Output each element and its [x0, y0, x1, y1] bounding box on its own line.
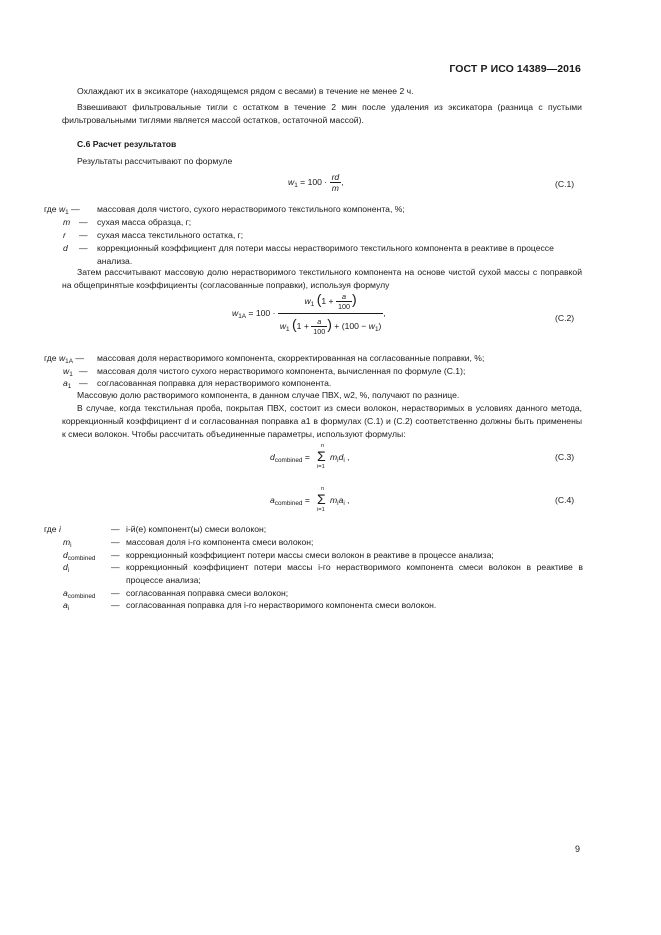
paragraph-weighing: Взвешивают фильтровальные тигли с остатком в течение 2 мин после удаления из эксикатора (разница с пустыми фильтровальными тиглями является массой остатков, остаточной массой). [62, 102, 582, 126]
def-dash: — [111, 562, 120, 572]
def-dash: — [111, 600, 120, 610]
def-w1a: массовая доля нерастворимого компонента, скорректированная на согласованные поправки, %; [97, 353, 485, 363]
def-sym-r: r [63, 230, 66, 240]
def-ai: согласованная поправка для i-го нерастворимого компонента смеси волокон. [126, 600, 437, 610]
def-label-gde: где $w_1$ — [44, 204, 80, 216]
paragraph-cooling: Охлаждают их в эксикаторе (находящемся рядом с весами) в течение не менее 2 ч. [77, 86, 414, 96]
document-header: ГОСТ Р ИСО 14389—2016 [449, 63, 581, 75]
def-sym-d: d [63, 243, 68, 253]
def-sym-m: m [63, 217, 71, 227]
def-sym-a1: $a_1$ [63, 378, 72, 390]
def-dash: — [79, 217, 88, 227]
def-dash: — [79, 230, 88, 240]
equation-c1-number: (C.1) [555, 179, 575, 189]
def-di: коррекционный коэффициент потери массы i-го нерастворимого компонента смеси волокон в реактиве в процессе анализа; [126, 562, 583, 586]
def-dash: — [111, 537, 120, 547]
document-page: ГОСТ Р ИСО 14389—2016 Охлаждают их в эксикаторе (находящемся рядом с весами) в течение не менее 2 ч. Взвешивают фильтровальные тигли с остатком в течение 2 мин после удаления из эксикатора (разница с пустыми фильтровальными тиглями является массой остатков, остаточной массой). C.6 Расчет результатов Результаты рассчитывают по формуле $w_1 = 100$ · $\frac{rd}{m}$ , (C.1) где $w_1$ — массовая доля чистого, сухого нерастворимого текстильного компонента, %; m — сухая масса образца, г; r — сухая масса текстильного остатка, г; d — коррекционный коэффициент для потери массы нерастворимого текстильного компонента в реактиве в процессе анализа. Затем рассчитывают массовую долю нерастворимого текстильного компонента на основе чистой сухой массы с поправкой на общепринятые коэффициенты (согласованные поправки), используя формулу $w_{1A} = 100$ · $w_1$ (1 + $\frac{a}{100}$ ) $w_1$ (1 + $\frac{a}{100}$ ) + $(100 - w_1)$ , (C.2) где $w_{1A}$ — массовая доля нерастворимого компонента, скорректированная на согласованные поправки, %; $w_1$ — массовая доля чистого сухого нерастворимого компонента, вычисленная по формуле (C.1); $a_1$ — согласованная поправка для нерастворимого компонента. Массовую долю растворимого компонента, в данном случае ПВХ, w2, %, получают по разнице. В случае, когда текстильная проба, покрытая ПВХ, состоит из смеси волокон, нерастворимых в условиях данного метода, коррекционный коэффициент d и согласованная поправка a1 в формулах (C.1) и (C.2) соответственно должны быть применены к смеси волокон. Чтобы рассчитать объединенные параметры, используют формулы: $d_{combined}$ = n Σ i=1 $m_id_i$ , (C.3) $a_{combined}$ = n Σ i=1 $m_ia_i$ , (C.4) где i — i-й(е) компонент(ы) смеси волокон; $m_i$ — массовая доля i-го компонента смеси волокон; $d_{combined}$ — коррекционный коэффициент потери массы смеси волокон в реактиве в процессе анализа; $d_i$ — коррекционный коэффициент потери массы i-го нерастворимого компонента смеси волокон в реактиве в процессе анализа; $a_{combined}$ — согласованная поправка смеси волокон; $a_i$ — согласованная поправка для i-го нерастворимого компонента смеси волокон. 9 [44, 63, 583, 854]
def-i: i-й(е) компонент(ы) смеси волокон; [126, 524, 267, 534]
equation-c2-number: (C.2) [555, 313, 575, 323]
equation-c4-number: (C.4) [555, 495, 575, 505]
def-a1: согласованная поправка для нерастворимого компонента. [97, 378, 332, 388]
def-dash: — [79, 366, 88, 376]
def-dash: — [79, 243, 88, 253]
paragraph-then: Затем рассчитывают массовую долю нерастворимого текстильного компонента на основе чистой сухой массы с поправкой на общепринятые коэффициенты (согласованные поправки), используя формулу [62, 267, 582, 291]
def-w1-2: массовая доля чистого сухого нерастворимого компонента, вычисленная по формуле (C.1); [97, 366, 466, 376]
def-sym-ai: $a_i$ [63, 600, 70, 612]
section-heading: C.6 Расчет результатов [77, 139, 177, 149]
def-d: коррекционный коэффициент для потери массы нерастворимого текстильного компонента в реактиве в процессе анализа. [97, 243, 554, 267]
page-number: 9 [575, 844, 581, 854]
def-sym-di: $d_i$ [63, 562, 70, 574]
formula-intro: Результаты рассчитывают по формуле [77, 156, 233, 166]
def-sym-dcombined: $d_{combined}$ [63, 550, 96, 562]
def-mi: массовая доля i-го компонента смеси волокон; [126, 537, 314, 547]
paragraph-case: В случае, когда текстильная проба, покрытая ПВХ, состоит из смеси волокон, нерастворимых в условиях данного метода, коррекционный коэффициент d и согласованная поправка a1 в формулах (C.1) и (C.2) соответственно должны быть применены к смеси волокон. Чтобы рассчитать объединенные параметры, используют формулы: [62, 403, 582, 440]
equation-c3-number: (C.3) [555, 452, 575, 462]
def-dash: — [111, 588, 120, 598]
def-r: сухая масса текстильного остатка, г; [97, 230, 244, 240]
def-label-gde: где i [44, 524, 61, 534]
paragraph-soluble: Массовую долю растворимого компонента, в данном случае ПВХ, w2, %, получают по разнице. [77, 390, 460, 400]
def-dash: — [111, 550, 120, 560]
def-acombined: согласованная поправка смеси волокон; [126, 588, 289, 598]
def-m: сухая масса образца, г; [97, 217, 192, 227]
equation-c1: $w_1 = 100$ · $\frac{rd}{m}$ , [288, 172, 344, 193]
def-label-gde: где $w_{1A}$ — [44, 353, 84, 365]
def-dcombined: коррекционный коэффициент потери массы смеси волокон в реактиве в процессе анализа; [126, 550, 494, 560]
def-sym-w1: $w_1$ [63, 366, 73, 378]
def-sym-mi: $m_i$ [63, 537, 72, 549]
def-dash: — [111, 524, 120, 534]
def-dash: — [79, 378, 88, 388]
def-w1: массовая доля чистого, сухого нерастворимого текстильного компонента, %; [97, 204, 405, 214]
def-sym-acombined: $a_{combined}$ [63, 588, 96, 600]
equation-c2: $w_{1A} = 100$ · $w_1$ (1 + $\frac{a}{100}$ ) $w_1$ (1 + $\frac{a}{100}$ ) + $(100 - w_1)$ , [232, 291, 386, 337]
